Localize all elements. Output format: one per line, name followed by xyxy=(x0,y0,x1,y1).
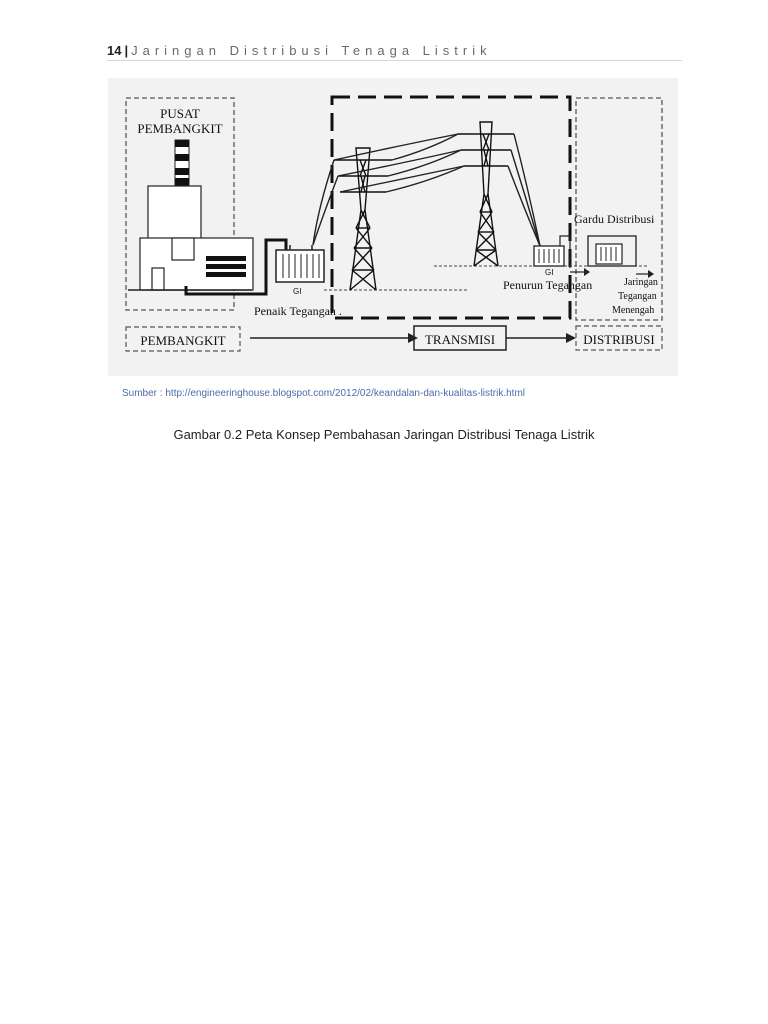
pusat-label-1: PUSAT xyxy=(160,106,200,121)
transmission-tower-icon xyxy=(458,122,514,266)
step-down-transformer-icon xyxy=(534,246,564,266)
distribusi-label: DISTRIBUSI xyxy=(583,332,655,347)
penurun-label: Penurun Tegangan xyxy=(503,278,593,292)
page-number: 14 xyxy=(107,43,122,58)
gi-label-left: GI xyxy=(293,287,302,296)
page-header xyxy=(107,43,682,58)
transmisi-label: TRANSMISI xyxy=(424,332,496,347)
jtm-label-3: Menengah xyxy=(612,305,655,316)
jtm-label-1: Jaringan xyxy=(624,277,658,288)
transmission-tower-icon xyxy=(334,148,392,290)
power-system-figure xyxy=(108,78,678,376)
header-separator: | xyxy=(124,43,129,58)
source-line: Sumber : http://engineeringhouse.blogspot.com/2012/02/keandalan-dan-kualitas-listrik.html xyxy=(122,388,526,399)
power-plant-icon xyxy=(140,140,253,290)
pusat-label-2: PEMBANGKIT xyxy=(137,121,223,136)
flow-arrow-1-head-icon xyxy=(408,333,418,343)
running-title: Jaringan Distribusi Tenaga Listrik xyxy=(131,43,492,58)
gi-label-right: GI xyxy=(545,268,554,277)
penaik-label: Penaik Tegangan . xyxy=(254,304,342,318)
step-up-transformer-icon xyxy=(276,245,324,282)
pembangkit-label: PEMBANGKIT xyxy=(140,333,226,348)
header-rule xyxy=(107,60,682,61)
power-system-diagram xyxy=(108,78,678,376)
gardu-label: Gardu Distribusi xyxy=(574,212,655,226)
transmission-lines xyxy=(313,134,540,246)
figure-caption: Gambar 0.2 Peta Konsep Pembahasan Jaringan Distribusi Tenaga Listrik xyxy=(173,427,595,442)
gardu-distribusi-icon xyxy=(588,236,636,266)
feeder-arrow-icon xyxy=(584,268,590,276)
flow-arrow-2-head-icon xyxy=(566,333,576,343)
jtm-label-2: Tegangan xyxy=(618,291,657,302)
